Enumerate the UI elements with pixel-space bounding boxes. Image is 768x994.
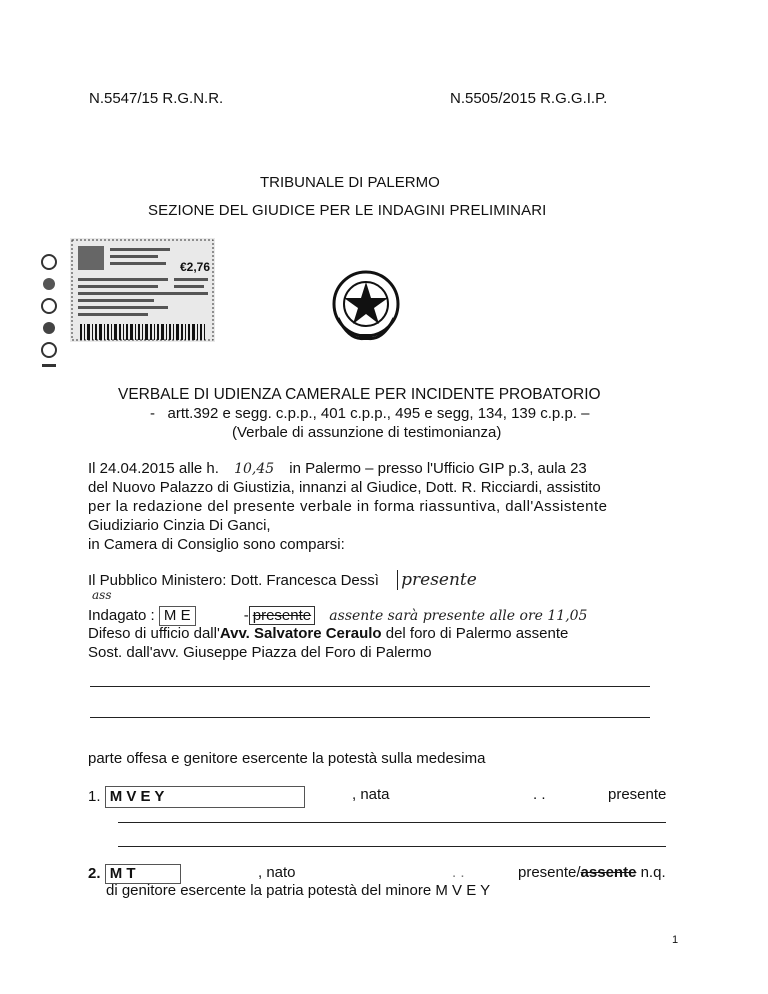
indagato-handwritten-note: assente sarà presente alle ore 11,05 [329, 608, 588, 624]
lawyer-name: Avv. Salvatore Ceraulo [219, 625, 382, 642]
document-articles [150, 405, 589, 422]
person-2-name-box: M T [105, 864, 181, 884]
indagato-presente-struck: - presente [244, 607, 315, 624]
revenue-stamp [70, 238, 215, 342]
republic-emblem-icon [330, 268, 402, 344]
person-1-nata: , nata [352, 786, 390, 803]
person-2-line2: di genitore esercente la patria potestà del minore M V E Y [106, 882, 491, 899]
pm-label: Il Pubblico Ministero: Dott. Francesca Dessì [88, 572, 379, 589]
body-line-4: Giudiziario Cinzia Di Ganci, [88, 517, 271, 534]
document-subtitle: (Verbale di assunzione di testimonianza) [232, 424, 502, 441]
person-1-dots: . . [533, 786, 546, 803]
date-intro: Il 24.04.2015 alle h. [88, 460, 219, 477]
document-title: VERBALE DI UDIENZA CAMERALE PER INCIDENTE PROBATORIO [118, 386, 601, 403]
presente-boxed: presente [249, 606, 315, 625]
pm-handwritten-presente: presente [397, 570, 477, 590]
difeso-line [88, 625, 568, 643]
difeso-post: del foro di Palermo assente [381, 625, 569, 642]
body-line-3: per la redazione del presente verbale in forma riassuntiva, dall'Assistente [88, 498, 608, 515]
status-assente-struck: assente [580, 864, 637, 881]
person-1-status: presente [608, 786, 667, 803]
indagato-label: Indagato : [88, 607, 155, 624]
stamp-value: €2,76 [180, 260, 211, 274]
person-1-line [88, 786, 305, 808]
blank-rule-1 [90, 686, 650, 687]
handwritten-mark-above-indagato: ass [92, 588, 112, 602]
indagato-name-box: M E [159, 606, 196, 626]
parte-offesa-line: parte offesa e genitore esercente la potestà sulla medesima [88, 750, 486, 767]
blank-rule-2 [90, 717, 650, 718]
court-section: SEZIONE DEL GIUDICE PER LE INDAGINI PRELIMINARI [148, 202, 547, 219]
margin-stamp-marks [38, 252, 60, 372]
date-rest: in Palermo – presso l'Ufficio GIP p.3, aula 23 [289, 460, 587, 477]
page-number: 1 [672, 934, 679, 946]
court-name: TRIBUNALE DI PALERMO [260, 174, 440, 191]
person-1-rule-2 [118, 846, 666, 847]
rgnr-number: N.5547/15 R.G.N.R. [89, 90, 224, 107]
body-line-5: in Camera di Consiglio sono comparsi: [88, 536, 345, 553]
handwritten-time: 10,45 [234, 461, 275, 477]
articles-text: artt.392 e segg. c.p.p., 401 c.p.p., 495 e segg, 134, 139 c.p.p. – [167, 405, 590, 422]
status-presente: presente/ [518, 864, 581, 881]
person-1-number: 1. [88, 788, 101, 805]
revenue-stamp-graphic [70, 238, 215, 342]
status-nq: n.q. [636, 864, 666, 881]
person-2-number: 2. [88, 865, 101, 882]
person-1-rule [118, 822, 666, 823]
body-line-date [88, 460, 587, 478]
indagato-line [88, 606, 587, 626]
person-2-nato: , nato [258, 864, 296, 881]
sost-line: Sost. dall'avv. Giuseppe Piazza del Foro di Palermo [88, 644, 432, 661]
person-1-name-box: M V E Y [105, 786, 305, 808]
difeso-pre: Difeso di ufficio dall' [88, 625, 220, 642]
pm-line [88, 571, 477, 590]
person-2-dots: . . [452, 864, 465, 881]
dash-mark: - [150, 405, 168, 422]
body-line-2: del Nuovo Palazzo di Giustizia, innanzi al Giudice, Dott. R. Ricciardi, assistito [88, 479, 601, 496]
person-2-line [88, 864, 181, 884]
person-2-status [518, 864, 666, 881]
rggip-number: N.5505/2015 R.G.G.I.P. [450, 90, 608, 107]
